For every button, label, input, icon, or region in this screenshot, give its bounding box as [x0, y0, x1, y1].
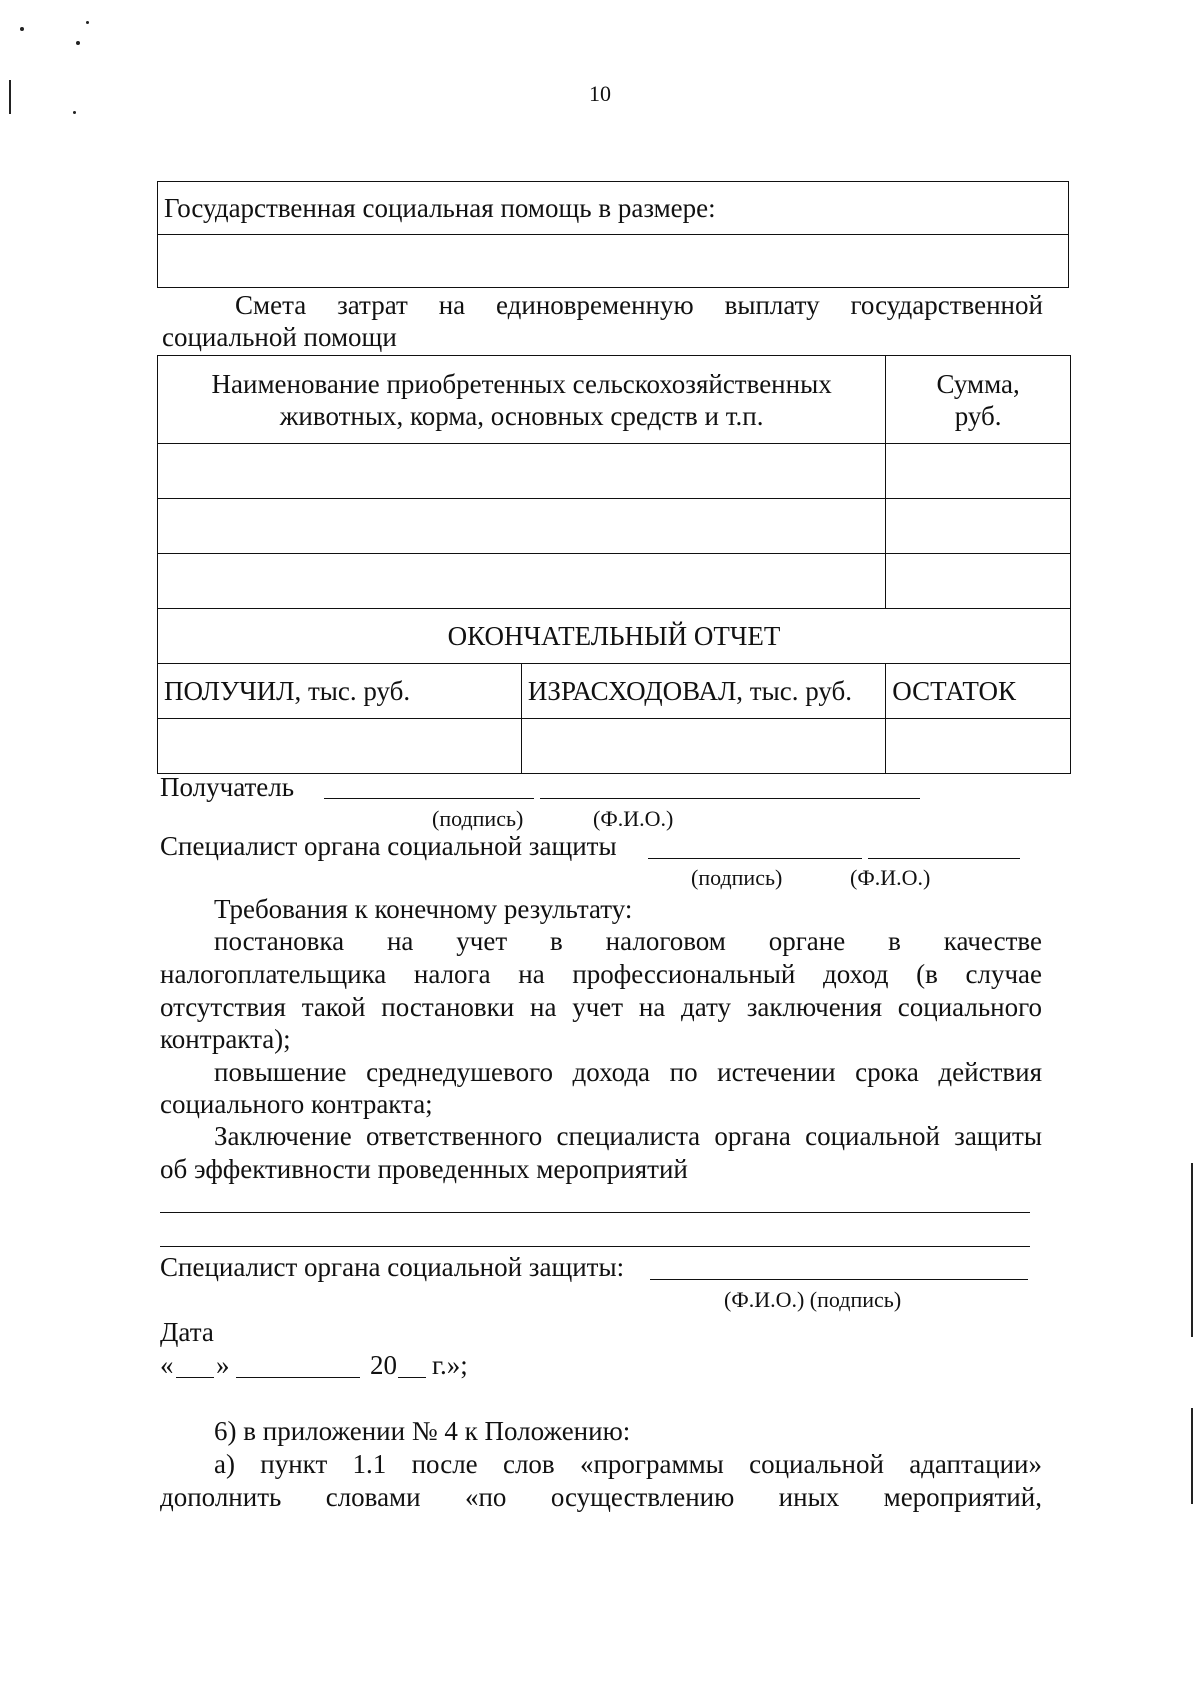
estimate-title-line2: социальной помощи [162, 322, 397, 352]
amendment-word: иных [778, 1482, 840, 1512]
social-aid-amount-table [157, 181, 1069, 288]
final-report-header: ОКОНЧАТЕЛЬНЫЙ ОТЧЕТ [158, 609, 1071, 664]
amendment-word: мероприятий, [883, 1482, 1042, 1512]
conclusion-line[interactable] [160, 1212, 1030, 1213]
final-specialist-hint: (Ф.И.О.) (подпись) [724, 1287, 902, 1312]
estimate-title-line1 [235, 289, 1043, 321]
recipient-fio-hint: (Ф.И.О.) [593, 806, 674, 831]
scan-margin-bar [1191, 1163, 1193, 1337]
recipient-signature-hint: (подпись) [432, 806, 524, 831]
scan-margin-bar [1191, 1408, 1193, 1504]
amendment-word: а) [214, 1449, 235, 1479]
requirements-p2-line2: социального контракта; [160, 1089, 433, 1119]
estimate-title-word: единовременную [496, 290, 694, 320]
amendment-word: «по [464, 1482, 507, 1512]
estimate-title-word: затрат [337, 290, 408, 320]
conclusion-line[interactable] [160, 1246, 1030, 1247]
estimate-col-sum-header [886, 356, 1071, 444]
recipient-label: Получатель [160, 772, 295, 802]
estimate-title-word: государственной [850, 290, 1043, 320]
amendment-word: слов [502, 1449, 555, 1479]
specialist-signature-line[interactable] [648, 858, 862, 859]
specialist-signature-hint: (подпись) [691, 865, 783, 890]
requirements-word: в [550, 926, 563, 956]
scan-speck [76, 41, 80, 45]
requirements-word: учет [456, 926, 508, 956]
estimate-title-word: выплату [724, 290, 820, 320]
amendment-word: пункт [260, 1449, 328, 1479]
requirements-word: на [386, 926, 414, 956]
final-specialist-line[interactable] [650, 1279, 1028, 1280]
amendment-item-6: 6) в приложении № 4 к Положению: [214, 1416, 631, 1446]
requirements-p1-line1 [214, 925, 1042, 957]
estimate-sum-cell[interactable] [886, 444, 1071, 499]
requirements-word: органе [768, 926, 846, 956]
recipient-signature-line[interactable] [324, 798, 534, 799]
amendment-a-line2 [160, 1481, 1042, 1513]
amendment-word: дополнить [160, 1482, 282, 1512]
estimate-col-name-line2: животных, корма, основных средств и т.п. [279, 400, 764, 431]
estimate-table [157, 355, 1071, 774]
requirements-p3-line1: Заключение ответственного специалиста органа социальной защиты [214, 1121, 1042, 1151]
spent-header: ИЗРАСХОДОВАЛ, тыс. руб. [521, 664, 885, 719]
date-label: Дата [160, 1317, 214, 1347]
remainder-cell[interactable] [886, 719, 1071, 774]
amendment-word: социальной [749, 1449, 884, 1479]
estimate-col-sum-line1: Сумма, [936, 368, 1020, 399]
amendment-word: словами [325, 1482, 421, 1512]
final-specialist-label: Специалист органа социальной защиты: [160, 1252, 625, 1282]
requirements-p1-line4: контракта); [160, 1024, 291, 1054]
page-number: 10 [589, 81, 611, 106]
remainder-header: ОСТАТОК [886, 664, 1071, 719]
estimate-item-cell[interactable] [158, 499, 886, 554]
date-day-line[interactable] [176, 1377, 214, 1378]
amendment-word: 1.1 [352, 1449, 387, 1479]
received-header: ПОЛУЧИЛ, тыс. руб. [158, 664, 522, 719]
specialist-fio-line[interactable] [868, 858, 1020, 859]
amendment-word: осуществлению [550, 1482, 735, 1512]
estimate-item-cell[interactable] [158, 554, 886, 609]
recipient-fio-line[interactable] [540, 798, 920, 799]
date-year-suffix: г.»; [432, 1350, 468, 1380]
estimate-title-word: на [438, 290, 466, 320]
estimate-col-name-line1: Наименование приобретенных сельскохозяйственных [211, 368, 832, 399]
date-year-line[interactable] [398, 1377, 426, 1378]
date-open-quote: « [160, 1350, 174, 1380]
estimate-sum-cell[interactable] [886, 554, 1071, 609]
requirements-p2-line1: повышение среднедушевого дохода по истечении срока действия [214, 1057, 1042, 1087]
specialist-label: Специалист органа социальной защиты [160, 831, 617, 861]
date-month-line[interactable] [236, 1377, 360, 1378]
date-row [160, 1349, 520, 1383]
requirements-word: налоговом [605, 926, 726, 956]
requirements-p1-line2: налогоплательщика налога на профессиональный доход (в случае [160, 959, 1042, 989]
estimate-sum-cell[interactable] [886, 499, 1071, 554]
amendment-a-line1 [214, 1448, 1042, 1480]
requirements-p1-line3: отсутствия такой постановки на учет на дату заключения социального [160, 992, 1042, 1022]
requirements-word: качестве [943, 926, 1042, 956]
amendment-word: после [411, 1449, 478, 1479]
scan-speck [86, 21, 89, 24]
requirements-p3-line2: об эффективности проведенных мероприятий [160, 1154, 688, 1184]
social-aid-amount-cell[interactable] [158, 235, 1069, 288]
estimate-item-cell[interactable] [158, 444, 886, 499]
social-aid-amount-header: Государственная социальная помощь в размере: [158, 182, 1069, 235]
requirements-word: постановка [214, 926, 345, 956]
amendment-word: адаптации» [909, 1449, 1042, 1479]
requirements-title: Требования к конечному результату: [214, 894, 633, 924]
estimate-col-sum-line2: руб. [954, 400, 1002, 431]
estimate-title-word: Смета [235, 290, 307, 320]
date-close-quote: » [216, 1350, 230, 1380]
scan-speck [20, 27, 24, 31]
spent-cell[interactable] [521, 719, 885, 774]
amendment-word: «программы [579, 1449, 724, 1479]
specialist-fio-hint: (Ф.И.О.) [850, 865, 931, 890]
estimate-col-name-header [158, 356, 886, 444]
received-cell[interactable] [158, 719, 522, 774]
scan-speck [73, 111, 76, 114]
requirements-word: в [888, 926, 901, 956]
date-year-prefix: 20 [370, 1350, 397, 1380]
